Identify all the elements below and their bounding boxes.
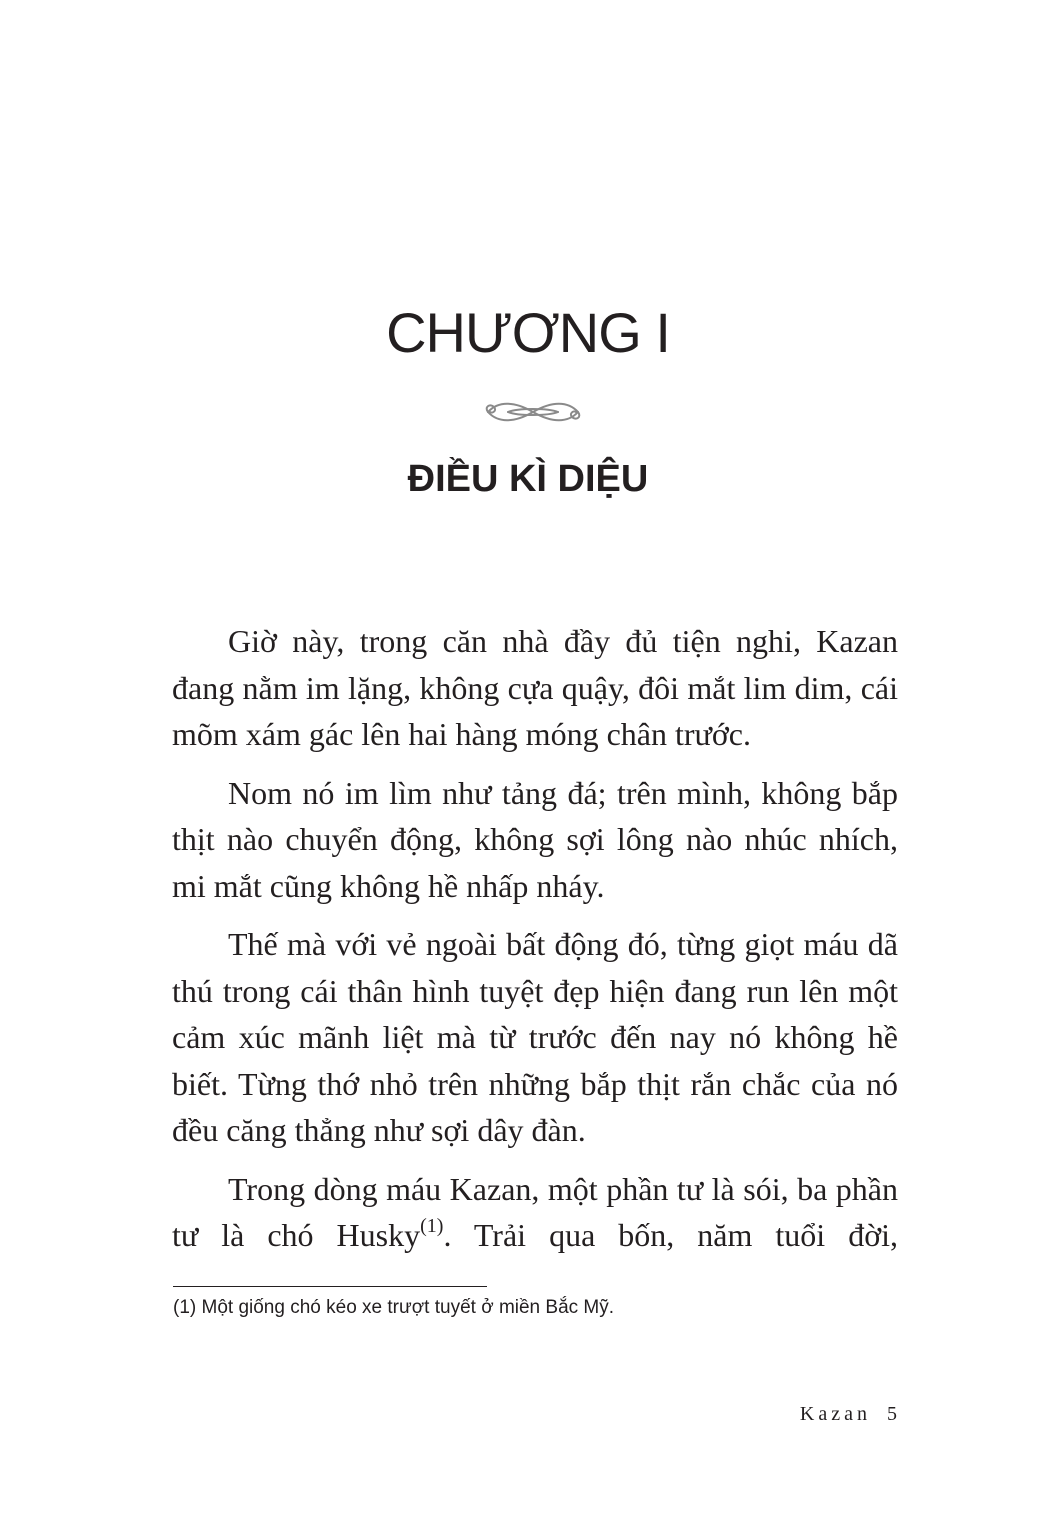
footnote: (1) Một giống chó kéo xe trượt tuyết ở miền Bắc Mỹ. bbox=[173, 1297, 615, 1318]
chapter-heading: CHƯƠNG I bbox=[386, 301, 670, 364]
footnote-reference[interactable]: (1) bbox=[420, 1215, 444, 1237]
footnote-divider bbox=[173, 1286, 487, 1287]
paragraph: Giờ này, trong căn nhà đầy đủ tiện nghi, Kazan đang nằm im lặng, không cựa quậy, đôi mắt lim dim, cái mõm xám gác lên hai hàng móng chân trước. bbox=[172, 623, 898, 752]
scroll-flourish-icon bbox=[478, 395, 588, 429]
chapter-title: ĐIỀU KÌ DIỆU bbox=[407, 458, 649, 500]
page-number: 5 bbox=[887, 1403, 897, 1425]
body-text bbox=[172, 618, 898, 1259]
paragraph: Nom nó im lìm như tảng đá; trên mình, không bắp thịt nào chuyển động, không sợi lông nào nhúc nhích, mi mắt cũng không hề nhấp nháy. bbox=[172, 774, 898, 904]
running-footer bbox=[600, 1403, 897, 1426]
paragraph-text: Trong dòng máu Kazan, một phần tư là sói, ba phần tư là chó Husky bbox=[172, 1170, 898, 1253]
paragraph-text: . Trải qua bốn, năm tuổi đời, bbox=[443, 1217, 899, 1253]
footer-book-title: Kazan bbox=[799, 1403, 871, 1425]
paragraph-last bbox=[172, 1166, 898, 1259]
paragraph: Thế mà với vẻ ngoài bất động đó, từng giọt máu dã thú trong cái thân hình tuyệt đẹp hiện đang run lên một cảm xúc mãnh liệt mà từ trước đến nay nó không hề biết. Từng thớ nhỏ trên những bắp thịt rắn chắc của nó đều căng thẳng như sợi dây đàn. bbox=[172, 926, 898, 1148]
